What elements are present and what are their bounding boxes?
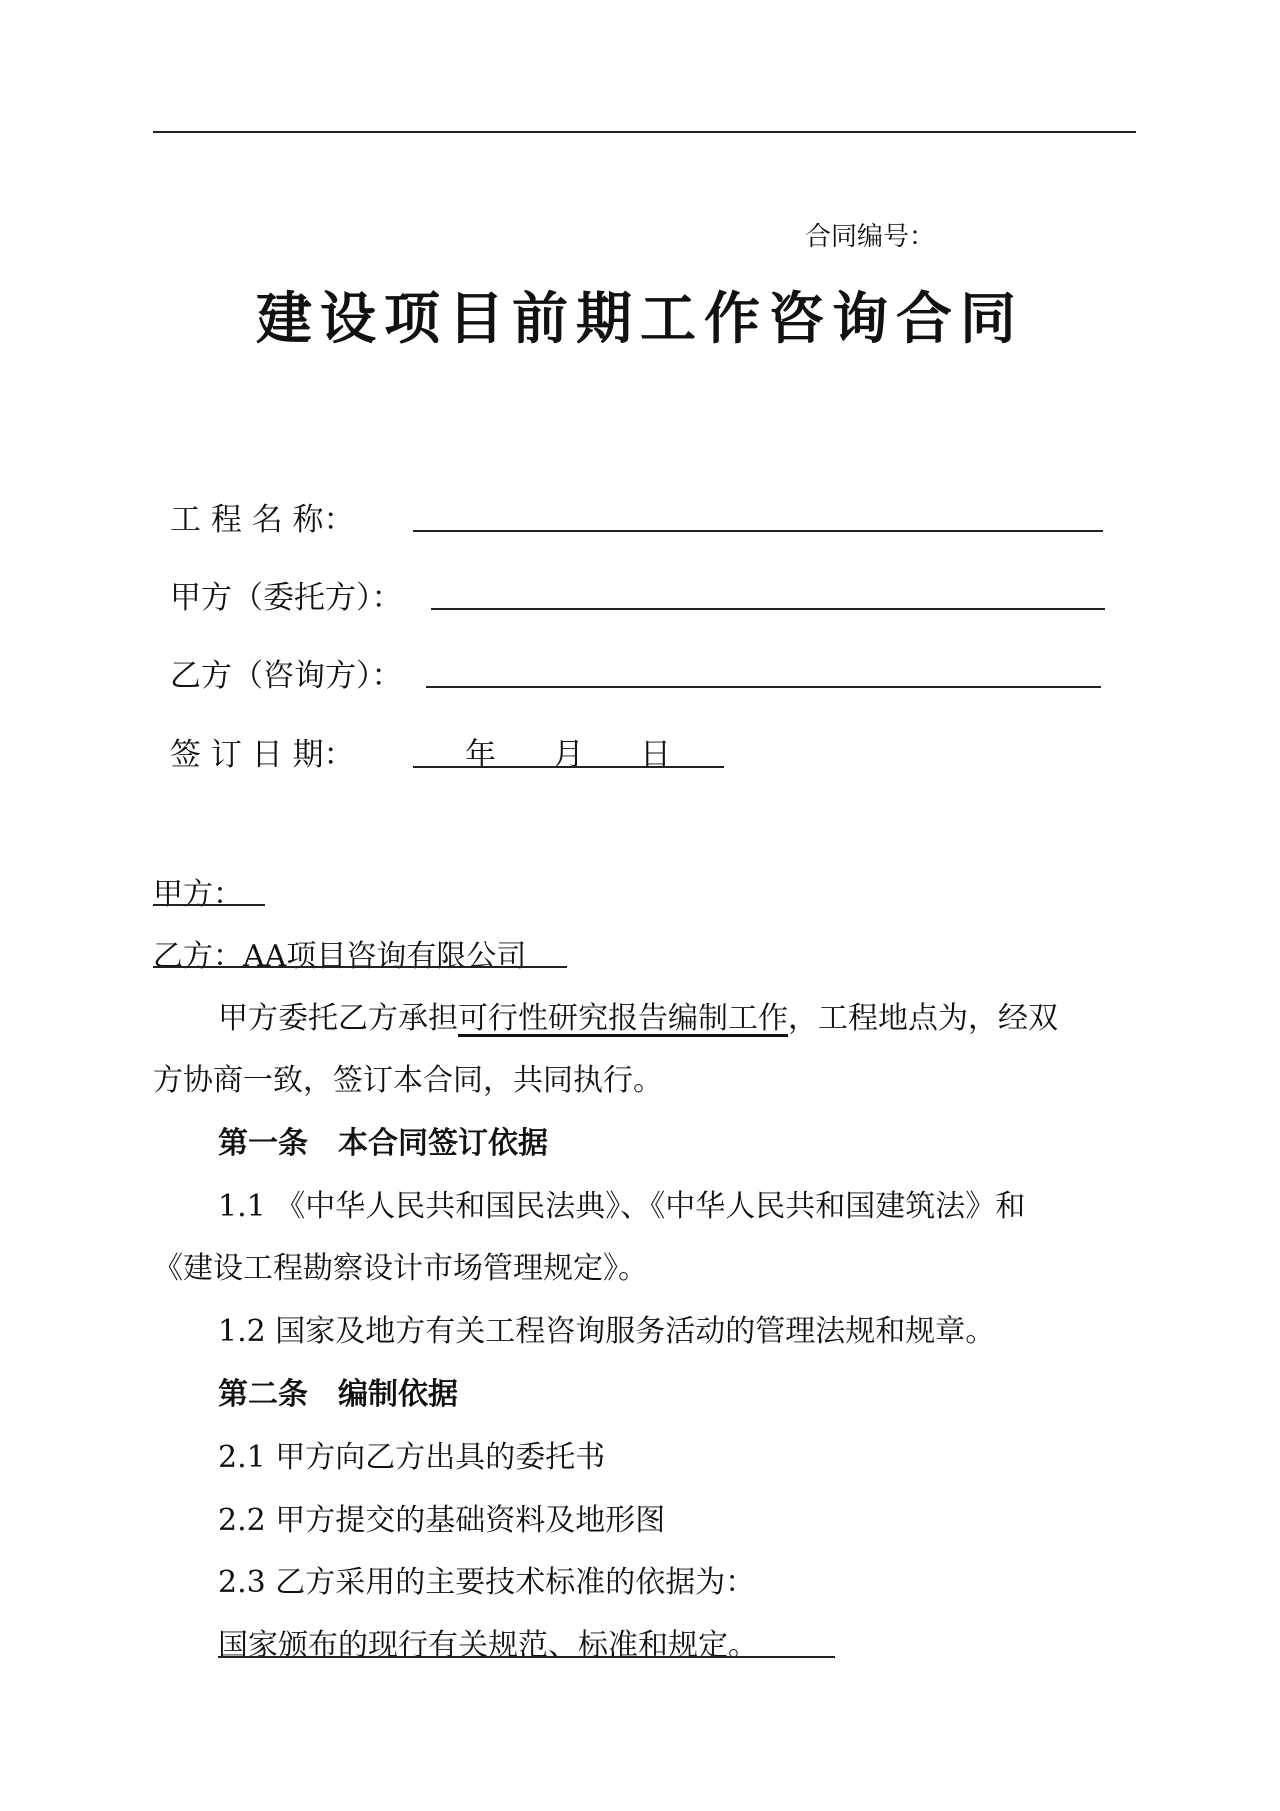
intro-paragraph-line2: 方协商一致，签订本合同，共同执行。 [153,1063,663,1098]
intro-paragraph-line1 [218,993,1058,1037]
technical-standards-underline [218,1656,835,1658]
party-a-name-underline [153,904,265,906]
sign-date-label: 签 订 日 期： [170,737,355,773]
sign-date-line[interactable] [413,766,724,768]
sign-date-month: 月 [553,737,584,773]
intro-scope: 可行性研究报告编制工作 [458,1001,788,1036]
contract-number-label: 合同编号： [805,222,936,252]
party-b-consultant-line[interactable] [426,686,1101,688]
party-b-consultant-label: 乙方（咨询方）： [170,658,403,694]
clause-2-1: 2.1 甲方向乙方出具的委托书 [218,1440,606,1475]
clause-1-1-line1: 1.1 《中华人民共和国民法典》、《中华人民共和国建筑法》和 [218,1189,1026,1224]
article-2-heading: 第二条 编制依据 [218,1377,458,1412]
party-a-client-label: 甲方（委托方）： [170,580,403,616]
project-name-line[interactable] [413,530,1103,532]
party-b-name-underline [153,966,567,968]
sign-date-year: 年 [465,737,496,773]
technical-standards: 国家颁布的现行有关规范、标准和规定。 [218,1628,758,1663]
clause-2-3: 2.3 乙方采用的主要技术标准的依据为： [218,1565,756,1600]
header-rule [153,131,1136,133]
clause-1-1-line2: 《建设工程勘察设计市场管理规定》。 [153,1251,648,1286]
intro-text-1: 甲方委托乙方承担 [218,1001,458,1036]
sign-date-day: 日 [640,737,671,773]
document-title: 建设项目前期工作咨询合同 [256,286,1024,352]
clause-2-2: 2.2 甲方提交的基础资料及地形图 [218,1503,666,1538]
intro-text-2: ，工程地点为，经双 [788,1001,1058,1036]
party-b-name: 乙方：AA项目咨询有限公司 [153,939,527,974]
project-name-label: 工 程 名 称： [170,502,355,538]
article-1-heading: 第一条 本合同签订依据 [218,1126,548,1161]
clause-1-2: 1.2 国家及地方有关工程咨询服务活动的管理法规和规章。 [218,1314,996,1349]
party-a-name: 甲方： [153,877,243,912]
party-a-client-line[interactable] [431,608,1105,610]
